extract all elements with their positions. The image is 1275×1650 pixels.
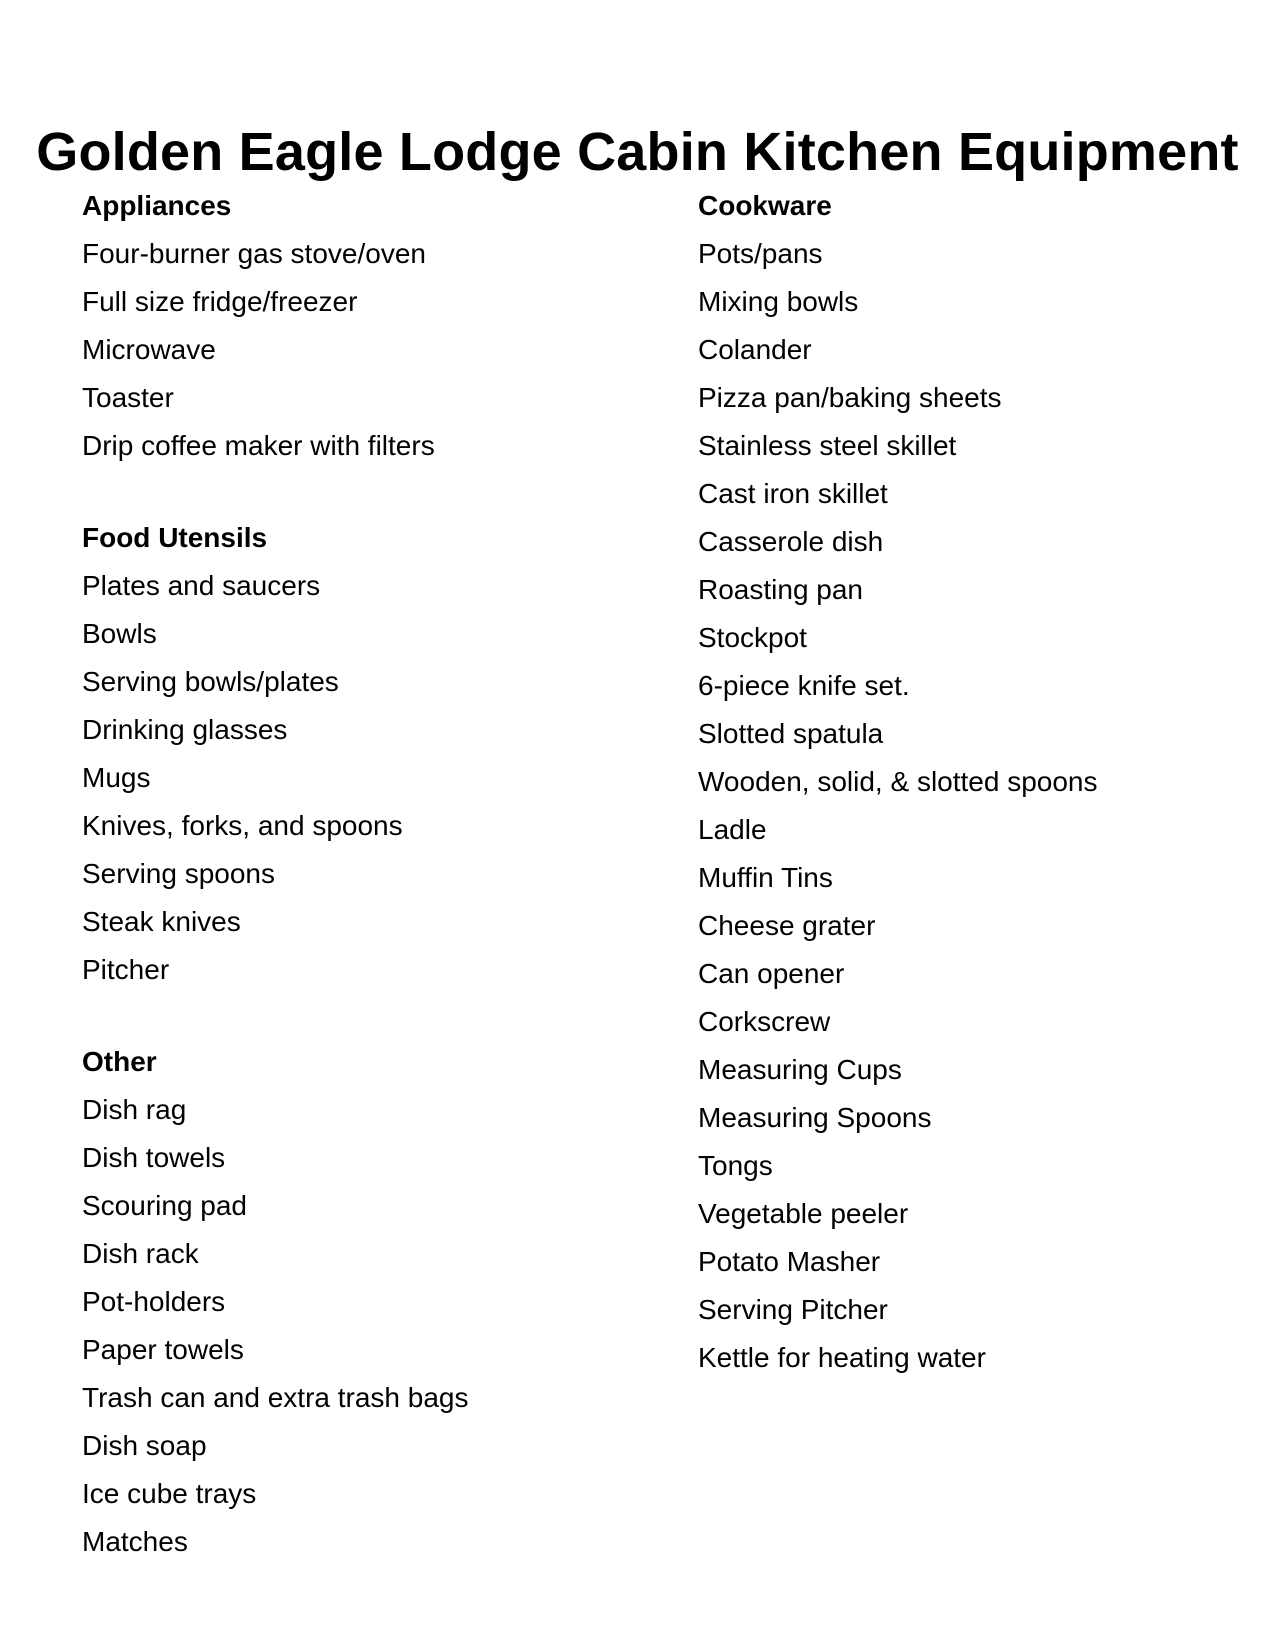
- list-item: Colander: [698, 334, 812, 365]
- list-item: Potato Masher: [698, 1246, 881, 1277]
- list-item: Full size fridge/freezer: [82, 286, 358, 317]
- list-item: Drip coffee maker with filters: [82, 430, 435, 461]
- list-item: Stockpot: [698, 622, 807, 653]
- list-item: Casserole dish: [698, 526, 884, 557]
- list-item: Serving Pitcher: [698, 1294, 888, 1325]
- list-item: Measuring Cups: [698, 1054, 902, 1085]
- section-other: [82, 1038, 682, 1566]
- list-item: Kettle for heating water: [698, 1342, 986, 1373]
- list-item: Ice cube trays: [82, 1478, 257, 1509]
- list-item: Can opener: [698, 958, 845, 989]
- list-item: Four-burner gas stove/oven: [82, 238, 426, 269]
- left-column: [82, 182, 682, 1566]
- right-column: [698, 182, 1258, 1382]
- list-item: Pizza pan/baking sheets: [698, 382, 1002, 413]
- list-item: Dish rag: [82, 1094, 187, 1125]
- section-food-utensils: [82, 514, 682, 994]
- item-list: [698, 230, 1258, 1382]
- list-item: Cheese grater: [698, 910, 876, 941]
- list-item: Corkscrew: [698, 1006, 831, 1037]
- item-list: [82, 1086, 682, 1566]
- page-title: Golden Eagle Lodge Cabin Kitchen Equipment: [36, 122, 1239, 183]
- list-item: Serving spoons: [82, 858, 276, 889]
- list-item: Trash can and extra trash bags: [82, 1382, 469, 1413]
- item-list: [82, 562, 682, 994]
- list-item: Slotted spatula: [698, 718, 884, 749]
- list-item: Mixing bowls: [698, 286, 859, 317]
- list-item: Toaster: [82, 382, 174, 413]
- list-item: 6-piece knife set.: [698, 670, 910, 701]
- section-cookware: [698, 182, 1258, 1382]
- list-item: Matches: [82, 1526, 188, 1557]
- section-heading: Appliances: [82, 190, 232, 221]
- list-item: Drinking glasses: [82, 714, 288, 745]
- list-item: Stainless steel skillet: [698, 430, 957, 461]
- list-item: Bowls: [82, 618, 157, 649]
- list-item: Dish soap: [82, 1430, 207, 1461]
- item-list: [82, 230, 682, 470]
- section-heading: Food Utensils: [82, 522, 268, 553]
- list-item: Wooden, solid, & slotted spoons: [698, 766, 1098, 797]
- list-item: Tongs: [698, 1150, 773, 1181]
- list-item: Dish rack: [82, 1238, 199, 1269]
- list-item: Pots/pans: [698, 238, 823, 269]
- list-item: Knives, forks, and spoons: [82, 810, 403, 841]
- list-item: Vegetable peeler: [698, 1198, 909, 1229]
- list-item: Roasting pan: [698, 574, 864, 605]
- list-item: Plates and saucers: [82, 570, 321, 601]
- list-item: Steak knives: [82, 906, 241, 937]
- list-item: Muffin Tins: [698, 862, 833, 893]
- section-appliances: [82, 182, 682, 470]
- list-item: Measuring Spoons: [698, 1102, 932, 1133]
- list-item: Pitcher: [82, 954, 170, 985]
- list-item: Mugs: [82, 762, 151, 793]
- list-item: Paper towels: [82, 1334, 244, 1365]
- list-item: Cast iron skillet: [698, 478, 888, 509]
- list-item: Scouring pad: [82, 1190, 248, 1221]
- list-item: Microwave: [82, 334, 216, 365]
- list-item: Serving bowls/plates: [82, 666, 339, 697]
- section-heading: Cookware: [698, 190, 832, 221]
- list-item: Ladle: [698, 814, 767, 845]
- list-item: Pot-holders: [82, 1286, 226, 1317]
- list-item: Dish towels: [82, 1142, 226, 1173]
- section-heading: Other: [82, 1046, 157, 1077]
